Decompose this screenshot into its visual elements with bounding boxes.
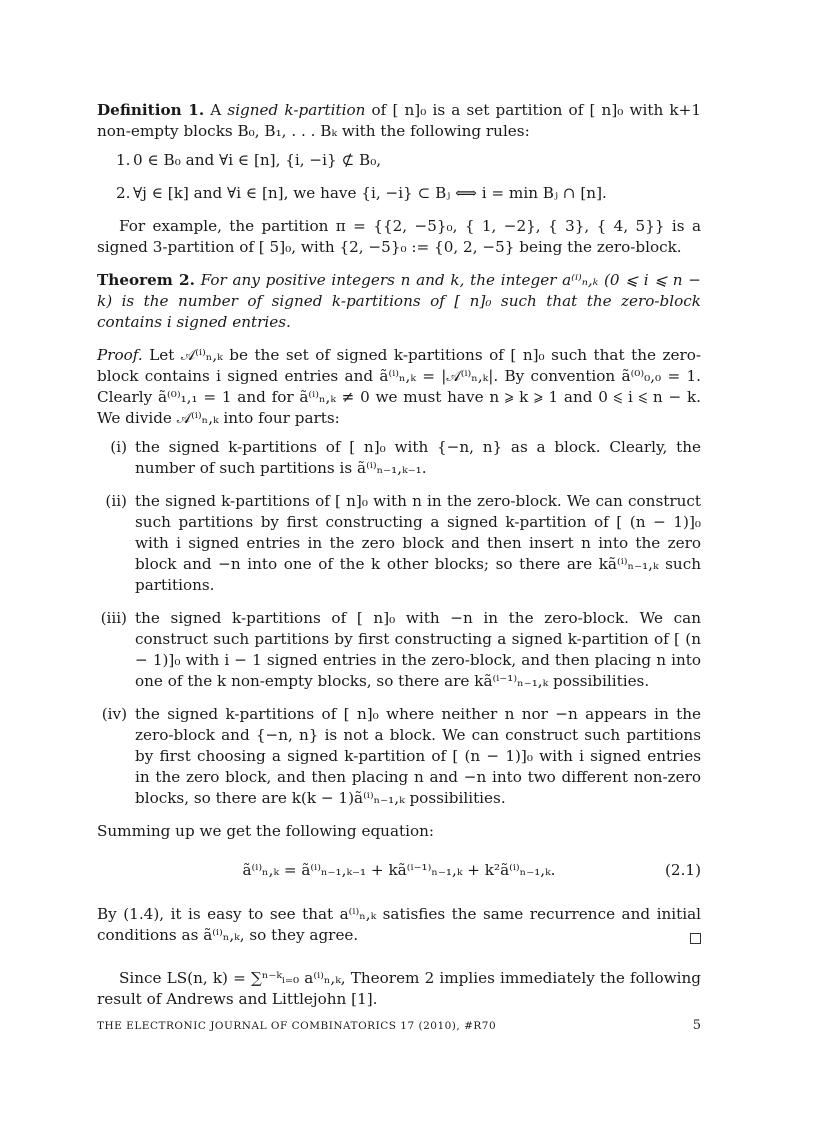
equation-tag: (2.1) — [664, 861, 701, 879]
rule-number: 1. — [116, 151, 131, 169]
case-number: (ii) — [105, 492, 127, 510]
rule-text: 0 ∈ B₀ and ∀i ∈ [n], {i, −i} ⊄ B₀, — [133, 151, 382, 169]
case-text: the signed k-partitions of [ n]₀ with −n in the zero-block. We can construct such partitions by first constructing a signed k-partition of [ (n − 1)]₀ with i − 1 signed entries in the zero-block, and then placing n into one of the k non-empty blocks, so there are kã⁽ⁱ⁻¹⁾ₙ₋₁,ₖ possibilities. — [135, 609, 701, 690]
list-item — [97, 150, 701, 171]
definition-text-b: of [ n]₀ is a set partition of [ n]₀ with k+1 non-empty blocks B₀, B₁, . . . Bₖ with the following rules: — [97, 101, 701, 140]
proof-label: Proof. — [97, 346, 143, 364]
definition-label: Definition 1. — [97, 101, 205, 119]
theorem-paragraph — [97, 270, 701, 333]
rule-text: ∀j ∈ [k] and ∀i ∈ [n], we have {i, −i} ⊂ Bⱼ ⟺ i = min Bⱼ ∩ [n]. — [133, 184, 607, 202]
page-number: 5 — [692, 1018, 701, 1033]
case-text: the signed k-partitions of [ n]₀ with n in the zero-block. We can construct such partitions by first constructing a signed k-partition of [ (n − 1)]₀ with i signed entries in the zero block and then insert n into the zero block and −n into one of the k other blocks; so there are kã⁽ⁱ⁾ₙ₋₁,ₖ such partitions. — [135, 492, 701, 594]
list-item — [97, 437, 701, 479]
definition-term: signed k-partition — [227, 101, 366, 119]
conclusion-text: By (1.4), it is easy to see that a⁽ⁱ⁾ₙ,ₖ satisfies the same recurrence and initial conditions as ã⁽ⁱ⁾ₙ,ₖ, so they agree. — [97, 905, 701, 944]
theorem-text: For any positive integers n and k, the integer a⁽ⁱ⁾ₙ,ₖ (0 ⩽ i ⩽ n − k) is the number of signed k-partitions of [ n]₀ such that the zero-block contains i signed entries. — [97, 271, 702, 331]
case-text: the signed k-partitions of [ n]₀ with {−n, n} as a block. Clearly, the number of such partitions is ã⁽ⁱ⁾ₙ₋₁,ₖ₋₁. — [135, 438, 701, 477]
proof-conclusion — [97, 904, 701, 946]
list-item — [97, 704, 701, 809]
page-footer — [97, 1020, 701, 1032]
summing-paragraph: Summing up we get the following equation: — [97, 822, 435, 840]
case-number: (i) — [110, 438, 127, 456]
definition-paragraph — [97, 100, 701, 142]
list-item — [97, 608, 701, 692]
journal-citation: THE ELECTRONIC JOURNAL OF COMBINATORICS 17 (2010), #R70 — [97, 1020, 497, 1032]
theorem-label: Theorem 2. — [97, 271, 195, 289]
qed-square-icon — [690, 933, 701, 944]
list-item — [97, 491, 701, 596]
definition-rules-list — [97, 150, 701, 204]
list-item — [97, 183, 701, 204]
example-paragraph: For example, the partition π = {{2, −5}₀, { 1, −2}, { 3}, { 4, 5}} is a signed 3-partition of [ 5]₀, with {2, −5}₀ := {0, 2, −5} being the zero-block. — [97, 217, 701, 256]
since-paragraph: Since LS(n, k) = ∑ⁿ⁻ᵏᵢ₌₀ a⁽ⁱ⁾ₙ,ₖ, Theorem 2 implies immediately the following result of Andrews and Littlejohn [1]. — [97, 969, 701, 1008]
case-text: the signed k-partitions of [ n]₀ where neither n nor −n appears in the zero-block and {−n, n} is not a block. We can construct such partitions by first choosing a signed k-partition of [ (n − 1)]₀ with i signed entries in the zero block, and then placing n and −n into two different non-zero blocks, so there are k(k − 1)ã⁽ⁱ⁾ₙ₋₁,ₖ possibilities. — [135, 705, 701, 807]
proof-cases-list — [97, 437, 701, 809]
proof-text: Let 𝒜⁽ⁱ⁾ₙ,ₖ be the set of signed k-partitions of [ n]₀ such that the zero-block contains i signed entries and ã⁽ⁱ⁾ₙ,ₖ = |𝒜⁽ⁱ⁾ₙ,ₖ|. By convention ã⁽⁰⁾₀,₀ = 1. Clearly ã⁽⁰⁾₁,₁ = 1 and for ã⁽ⁱ⁾ₙ,ₖ ≠ 0 we must have n ⩾ k ⩾ 1 and 0 ⩽ i ⩽ n − k. We divide 𝒜⁽ⁱ⁾ₙ,ₖ into four parts: — [97, 346, 701, 427]
definition-text-a: A — [210, 101, 222, 119]
display-equation — [97, 858, 701, 888]
equation-body: ã⁽ⁱ⁾ₙ,ₖ = ã⁽ⁱ⁾ₙ₋₁,ₖ₋₁ + kã⁽ⁱ⁻¹⁾ₙ₋₁,ₖ + k²ã⁽ⁱ⁾ₙ₋₁,ₖ. — [242, 861, 556, 879]
case-number: (iii) — [100, 609, 127, 627]
case-number: (iv) — [101, 705, 127, 723]
rule-number: 2. — [116, 184, 131, 202]
main-content — [97, 100, 701, 1010]
proof-paragraph — [97, 345, 701, 429]
